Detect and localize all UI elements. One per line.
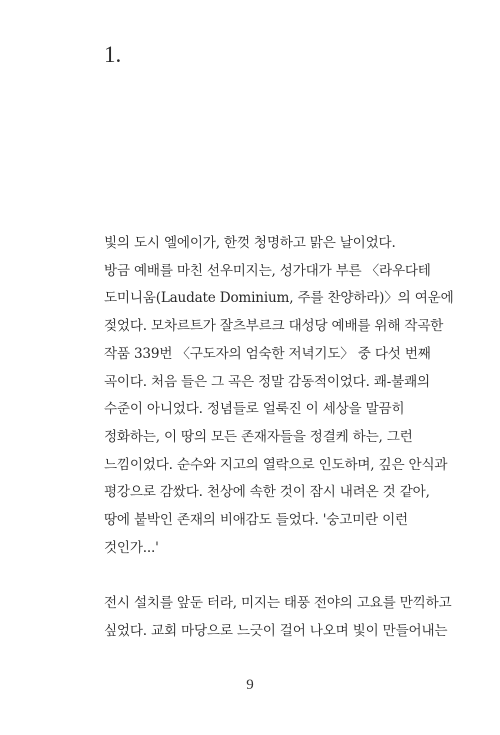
- chapter-number: 1.: [104, 42, 122, 67]
- text-line: 젖었다. 모차르트가 잘츠부르크 대성당 예배를 위해 작곡한: [104, 318, 444, 335]
- text-line: 평강으로 감쌌다. 천상에 속한 것이 잠시 내려온 것 같아,: [104, 484, 430, 501]
- paragraph-spacer: [104, 562, 464, 590]
- page-number: 9: [246, 677, 254, 693]
- text-line: 정화하는, 이 땅의 모든 존재자들을 정결케 하는, 그런: [104, 428, 413, 445]
- body-text: [104, 230, 464, 646]
- paragraph: [104, 590, 464, 645]
- text-line: 방금 예배를 마친 선우미지는, 성가대가 부른 〈라우다테: [104, 262, 431, 279]
- text-line: 작품 339번 〈구도자의 엄숙한 저녁기도〉 중 다섯 번째: [104, 345, 431, 362]
- text-line: 도미니움(Laudate Dominium, 주를 찬양하라)〉의 여운에: [104, 290, 454, 307]
- text-line: 느낌이었다. 순수와 지고의 열락으로 인도하며, 깊은 안식과: [104, 456, 448, 473]
- text-line: 빛의 도시 엘에이가, 한껏 청명하고 맑은 날이었다.: [104, 235, 396, 251]
- text-line: 것인가...': [104, 539, 159, 556]
- text-line: 곡이다. 처음 들은 그 곡은 정말 감동적이었다. 쾌-불쾌의: [104, 373, 430, 390]
- paragraph: [104, 230, 464, 562]
- text-line: 땅에 붙박인 존재의 비애감도 들었다. '숭고미란 이런: [104, 512, 408, 529]
- text-line: 전시 설치를 앞둔 터라, 미지는 태풍 전야의 고요를 만끽하고: [104, 595, 452, 612]
- text-line: 싶었다. 교회 마당으로 느긋이 걸어 나오며 빛이 만들어내는: [104, 622, 448, 639]
- text-line: 수준이 아니었다. 정념들로 얼룩진 이 세상을 말끔히: [104, 401, 405, 418]
